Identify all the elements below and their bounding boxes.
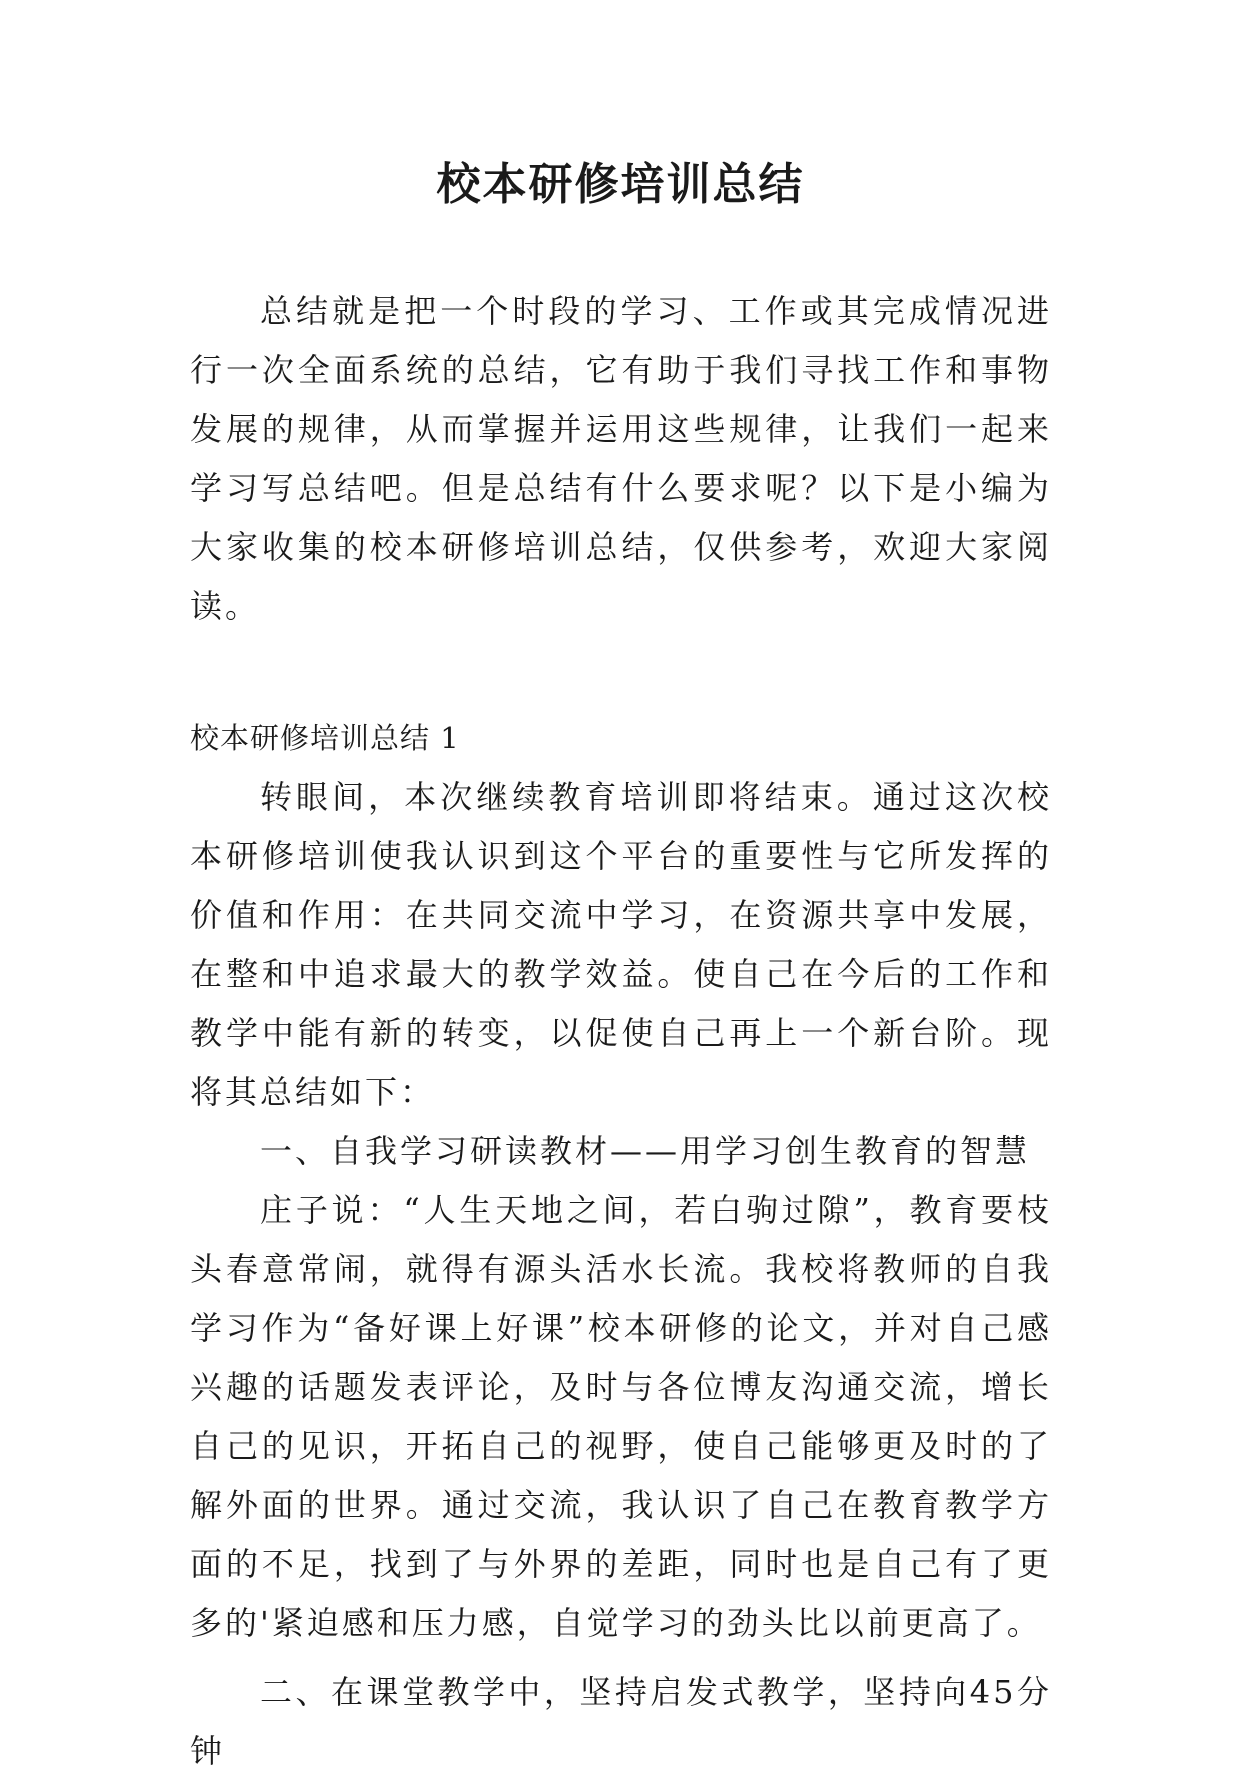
body-paragraph-1: 转眼间，本次继续教育培训即将结束。通过这次校本研修培训使我认识到这个平台的重要性与它所发挥的价值和作用：在共同交流中学习，在资源共享中发展，在整和中追求最大的教学效益。使自己在今后的工作和教学中能有新的转变，以促使自己再上一个新台阶。现将其总结如下： [190, 778, 1052, 1111]
body-paragraph-2: 庄子说：“人生天地之间，若白驹过隙”，教育要枝头春意常闹，就得有源头活水长流。我校将教师的自我学习作为“备好课上好课”校本研修的论文，并对自己感兴趣的话题发表评论，及时与各位博友沟通交流，增长自己的见识，开拓自己的视野，使自己能够更及时的了解外面的世界。通过交流，我认识了自己在教育教学方面的不足，找到了与外界的差距，同时也是自己有了更多的'紧迫感和压力感，自觉学习的劲头比以前更高了。 [190, 1191, 1052, 1642]
intro-paragraph: 总结就是把一个时段的学习、工作或其完成情况进行一次全面系统的总结，它有助于我们寻找工作和事物发展的规律，从而掌握并运用这些规律，让我们一起来学习写总结吧。但是总结有什么要求呢？以下是小编为大家收集的校本研修培训总结，仅供参考，欢迎大家阅读。 [190, 292, 1052, 625]
document-title: 校本研修培训总结 [436, 159, 805, 210]
document-body [190, 282, 1052, 1781]
section-title: 校本研修培训总结 1 [190, 721, 460, 755]
section-heading-1: 一、自我学习研读教材——用学习创生教育的智慧 [260, 1132, 1031, 1170]
section-heading-2: 二、在课堂教学中，坚持启发式教学，坚持向45分钟 [190, 1673, 1052, 1770]
